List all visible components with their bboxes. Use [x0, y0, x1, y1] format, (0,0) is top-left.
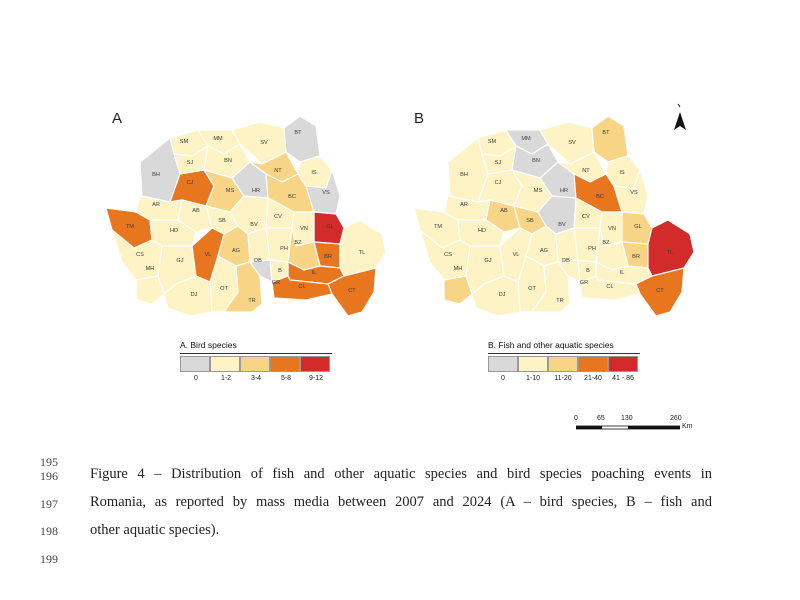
county-label: IL [619, 270, 625, 276]
county-label: AG [539, 248, 549, 254]
county-label: TR [248, 298, 256, 304]
county-label: CJ [494, 180, 502, 186]
caption-line: Romania, as reported by mass media between 2007 and 2024 (A – bird species, B – fish and [90, 494, 712, 510]
county-label: CL [298, 284, 306, 290]
county-label: BC [596, 194, 604, 200]
county-label: TM [125, 224, 135, 230]
county-label: PH [588, 246, 596, 252]
legend-b-swatch-1 [518, 356, 548, 372]
county-label: AG [231, 248, 241, 254]
county-label: BV [558, 222, 566, 228]
line-number: 195 [40, 455, 58, 469]
county-label: CV [582, 214, 590, 220]
county-label: BH [152, 172, 160, 178]
legend-b-label: 21-40 [584, 375, 602, 382]
legend-a-swatch-3 [270, 356, 300, 372]
county-label: SV [260, 140, 268, 146]
county-label: BZ [602, 240, 610, 246]
county-label: TL [666, 250, 674, 256]
county-label: BH [460, 172, 468, 178]
map-fish-aquatic-species [408, 116, 698, 316]
county-bt-a [284, 116, 320, 162]
scale-bar [576, 424, 680, 432]
figure-caption [90, 460, 712, 544]
county-label: BC [288, 194, 296, 200]
county-label: SJ [494, 160, 502, 166]
county-label: SB [526, 218, 534, 224]
county-label: TR [556, 298, 564, 304]
line-number: 199 [40, 552, 58, 566]
scale-tick-label: 0 [574, 415, 578, 422]
county-label: HD [169, 228, 179, 234]
county-label: DJ [190, 292, 198, 298]
county-label: GJ [484, 258, 492, 264]
county-label: PH [280, 246, 288, 252]
county-label: GL [326, 224, 334, 230]
county-label: SM [179, 139, 189, 145]
county-label: IS [311, 170, 317, 176]
legend-b-title: B. Fish and other aquatic species [488, 340, 614, 350]
county-label: TM [433, 224, 443, 230]
county-label: BN [532, 158, 540, 164]
county-label: SB [218, 218, 226, 224]
county-label: MS [533, 188, 543, 194]
legend-b-divider [488, 353, 640, 354]
county-label: BT [602, 130, 610, 136]
line-number: 196 [40, 469, 58, 483]
county-label: NT [582, 168, 590, 174]
county-label: VN [608, 226, 616, 232]
county-label: CT [348, 288, 356, 294]
legend-a-label: 9-12 [308, 375, 323, 382]
county-label: VS [630, 190, 638, 196]
county-tl-b [648, 220, 694, 276]
caption-line: other aquatic species). [90, 522, 220, 538]
county-label: SV [568, 140, 576, 146]
county-label: OT [528, 286, 536, 292]
county-label: CT [656, 288, 664, 294]
county-label: IS [619, 170, 625, 176]
legend-a-label: 5-8 [280, 375, 292, 382]
legend-a-swatch-1 [210, 356, 240, 372]
legend-a-label: 0 [194, 375, 198, 382]
county-label: MH [145, 266, 155, 272]
legend-b-swatch-3 [578, 356, 608, 372]
county-label: BR [324, 254, 332, 260]
county-label: CV [274, 214, 282, 220]
legend-b-label: 11-20 [554, 375, 572, 382]
county-label: GR [271, 280, 281, 286]
scale-tick-label: 65 [597, 415, 605, 422]
county-tl-a [340, 220, 386, 276]
county-label: GR [579, 280, 589, 286]
legend-a-divider [180, 353, 332, 354]
legend-a-label: 3-4 [250, 375, 262, 382]
legend-b-swatches [488, 356, 638, 372]
county-label: DB [562, 258, 570, 264]
county-bt-b [592, 116, 628, 162]
scale-tick-label: 130 [621, 415, 633, 422]
legend-a-title: A. Bird species [180, 340, 237, 350]
county-label: HD [477, 228, 487, 234]
legend-a-swatch-2 [240, 356, 270, 372]
legend-b-swatch-0 [488, 356, 518, 372]
county-label: IL [311, 270, 317, 276]
county-label: SM [487, 139, 497, 145]
county-label: VN [300, 226, 308, 232]
county-label: AR [152, 202, 160, 208]
county-label: VL [512, 252, 520, 258]
county-label: BV [250, 222, 258, 228]
county-label: DJ [498, 292, 506, 298]
county-label: AB [192, 208, 200, 214]
county-label: NT [274, 168, 282, 174]
county-label: VL [204, 252, 212, 258]
county-label: CL [606, 284, 614, 290]
county-label: BN [224, 158, 232, 164]
legend-b-label: 0 [501, 375, 505, 382]
caption-line: Figure 4 – Distribution of fish and other aquatic species and bird species poaching events in [90, 466, 712, 482]
county-label: B [278, 268, 282, 274]
legend-a-label: 1-2 [220, 375, 232, 382]
county-label: CS [444, 252, 452, 258]
county-label: B [586, 268, 590, 274]
legend-b-label: 1-10 [525, 375, 540, 382]
county-label: GL [634, 224, 642, 230]
county-label: HR [251, 188, 261, 194]
county-label: CS [136, 252, 144, 258]
panel-b-letter: B [414, 110, 425, 127]
map-bird-species [100, 116, 390, 316]
county-label: OT [220, 286, 228, 292]
scale-tick-label: 260 [670, 415, 682, 422]
county-label: BR [632, 254, 640, 260]
county-label: BZ [294, 240, 302, 246]
legend-b-label: 41 - 86 [612, 375, 634, 382]
county-label: MM [521, 136, 531, 142]
scale-unit: Km [682, 423, 693, 430]
county-label: DB [254, 258, 262, 264]
county-label: VS [322, 190, 330, 196]
line-number: 197 [40, 497, 58, 511]
county-label: AR [460, 202, 468, 208]
county-label: MM [213, 136, 223, 142]
county-label: BT [294, 130, 302, 136]
legend-b-swatch-2 [548, 356, 578, 372]
panel-a-letter: A [112, 110, 123, 127]
legend-a-swatches [180, 356, 330, 372]
county-label: CJ [186, 180, 194, 186]
county-label: TL [358, 250, 366, 256]
county-label: HR [559, 188, 569, 194]
county-label: MS [225, 188, 235, 194]
line-number: 198 [40, 524, 58, 538]
legend-b-swatch-4 [608, 356, 638, 372]
legend-a-swatch-0 [180, 356, 210, 372]
county-label: GJ [176, 258, 184, 264]
north-arrow-icon [670, 102, 690, 134]
legend-a-swatch-4 [300, 356, 330, 372]
county-label: MH [453, 266, 463, 272]
county-label: SJ [186, 160, 194, 166]
county-label: AB [500, 208, 508, 214]
